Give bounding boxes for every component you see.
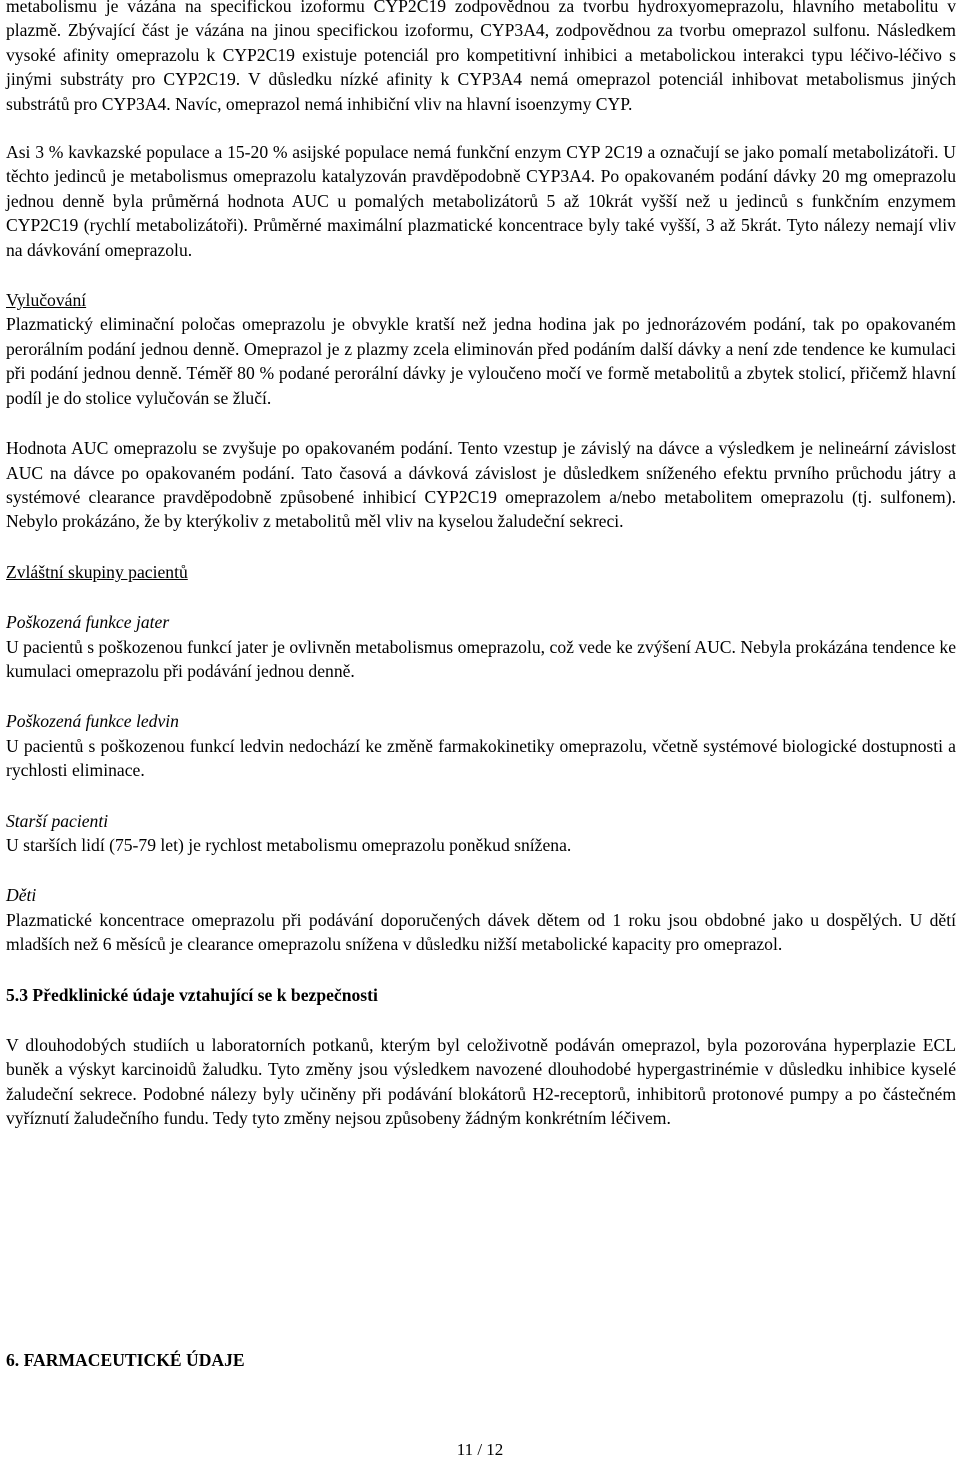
heading-section-6: 6. FARMACEUTICKÉ ÚDAJE	[6, 1350, 245, 1370]
paragraph-liver: U pacientů s poškozenou funkcí jater je ovlivněn metabolismus omeprazolu, což vede ke zvýšení AUC. Nebyla prokázána tendence ke kumulaci omeprazolu při podávání jednou denně.	[6, 636, 956, 681]
paragraph-metabolism: metabolismu je vázána na specifickou izoformu CYP2C19 zodpovědnou za tvorbu hydroxyomeprazolu, hlavního metabolitu v plazmě. Zbývající část je vázána na jinou specifickou izoformu, CYP3A4, zodpovědnou za tvorbu omeprazol sulfonu. Následkem vysoké afinity omeprazolu k CYP2C19 existuje potenciál pro kompetitivní inhibici a metabolickou interakci typu léčivo-léčivo s jinými substráty pro CYP2C19. V důsledku nízké afinity k CYP3A4 nemá omeprazol potenciál inhibovat metabolismus jiných substrátů pro CYP3A4. Navíc, omeprazol nemá inhibiční vliv na hlavní isoenzymy CYP.	[6, 0, 956, 114]
heading-special-groups: Zvláštní skupiny pacientů	[6, 561, 188, 582]
paragraph-elderly: U starších lidí (75-79 let) je rychlost metabolismu omeprazolu poněkud snížena.	[6, 834, 572, 855]
heading-section-5-3: 5.3 Předklinické údaje vztahující se k bezpečnosti	[6, 984, 378, 1005]
paragraph-preclinical: V dlouhodobých studiích u laboratorních potkanů, kterým byl celoživotně podáván omeprazol, byla pozorována hyperplazie ECL buněk a výskyt karcinoidů žaludku. Tyto změny jsou výsledkem navozené dlouhodobé hypergastrinémie v důsledku inhibice kyselé žaludeční sekrece. Podobné nálezy byly učiněny při podávání blokátorů H2-receptorů, inhibitorů protonové pumpy a po částečném vyříznutí žaludečního fundu. Tedy tyto změny nejsou způsobeny žádným konkrétním léčivem.	[6, 1035, 956, 1129]
heading-elderly: Starší pacienti	[6, 810, 109, 831]
document-page	[6, 0, 956, 1131]
paragraph-poor-metabolizers: Asi 3 % kavkazské populace a 15-20 % asijské populace nemá funkční enzym CYP 2C19 a označují se jako pomalí metabolizátoři. U těchto jedinců je metabolismus omeprazolu katalyzován pravděpodobně CYP3A4. Po opakovaném podání dávky 20 mg omeprazolu jednou denně byla průměrná hodnota AUC u pomalých metabolizátorů 5 až 10krát vyšší než u jedinců s funkčním enzymem CYP2C19 (rychlí metabolizátoři). Průměrné maximální plazmatické koncentrace byly také vyšší, 3 až 5krát. Tyto nálezy nemají vliv na dávkování omeprazolu.	[6, 142, 956, 260]
paragraph-elimination: Plazmatický eliminační poločas omeprazolu je obvykle kratší než jedna hodina jak po jednorázovém podání, tak po opakovaném perorálním podání jednou denně. Omeprazol je z plazmy zcela eliminován před podáním další dávky a není zde tendence ke kumulaci při podání jednou denně. Téměř 80 % podané perorální dávky je vyloučeno močí ve formě metabolitů a zbytek stolicí, přičemž hlavní podíl je do stolice vylučován se žlučí.	[6, 314, 956, 408]
heading-vylucovani: Vylučování	[6, 290, 87, 311]
heading-liver: Poškozená funkce jater	[6, 612, 170, 633]
heading-kidney: Poškozená funkce ledvin	[6, 711, 179, 732]
heading-children: Děti	[6, 885, 37, 906]
page-number: 11 / 12	[456, 1440, 504, 1459]
paragraph-children: Plazmatické koncentrace omeprazolu při podávání doporučených dávek dětem od 1 roku jsou obdobné jako u dospělých. U dětí mladších než 6 měsíců je clearance omeprazolu snížena v důsledku nižší metabolické kapacity pro omeprazol.	[6, 909, 956, 955]
paragraph-kidney: U pacientů s poškozenou funkcí ledvin nedochází ke změně farmakokinetiky omeprazolu, včetně systémové biologické dostupnosti a rychlosti eliminace.	[6, 735, 956, 781]
paragraph-auc: Hodnota AUC omeprazolu se zvyšuje po opakovaném podání. Tento vzestup je závislý na dávce a výsledkem je nelineární závislost AUC na dávce po opakovaném podání. Tato časová a dávková závislost je důsledkem sníženého efektu prvního průchodu játry a systémové clearance pravděpodobně způsobené inhibicí CYP2C19 omeprazolem a/nebo metabolitem omeprazolu (tj. sulfonem). Nebylo prokázáno, že by kterýkoliv z metabolitů měl vliv na kyselou žaludeční sekreci.	[6, 438, 956, 532]
